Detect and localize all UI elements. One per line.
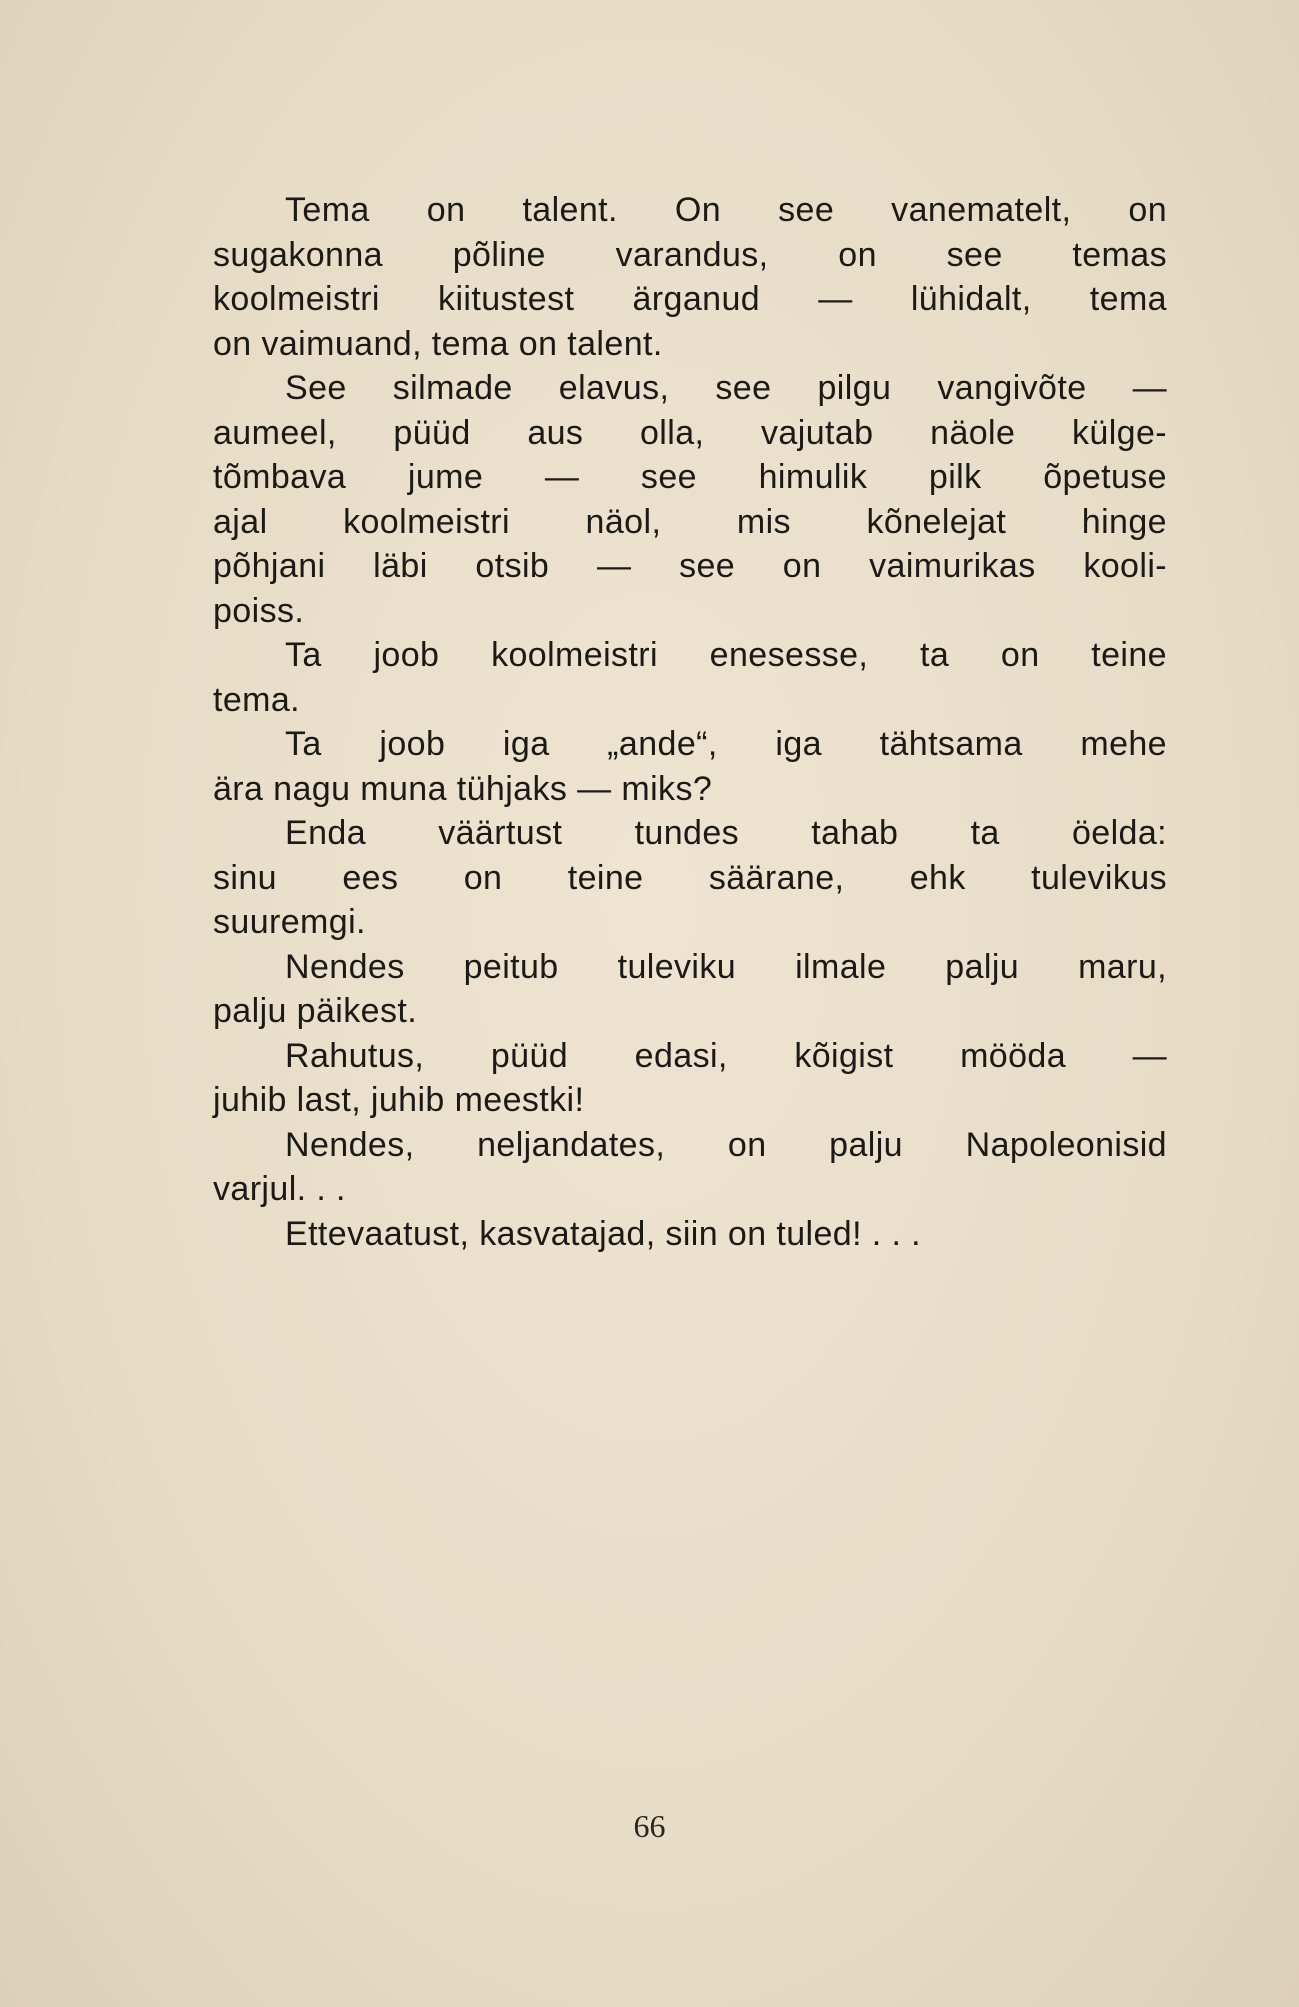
text-line: juhib last, juhib meestki! (213, 1081, 585, 1119)
text-line: sinu ees on teine säärane, ehk tulevikus (213, 858, 1167, 897)
text-line: varjul. . . (213, 1170, 346, 1208)
text-line: Ettevaatust, kasvatajad, siin on tuled! . . . (285, 1214, 922, 1253)
text-line: tema. (213, 680, 301, 719)
text-line: on vaimuand, tema on talent. (213, 324, 663, 363)
text-line: Ta joob iga „ande“, iga tähtsama mehe (285, 725, 1167, 763)
text-line: koolmeistri kiitustest ärganud — lühidalt, tema (213, 280, 1167, 318)
text-line: ajal koolmeistri näol, mis kõnelejat hinge (213, 502, 1167, 541)
text-line: suuremgi. (213, 903, 366, 941)
text-line: Nendes, neljandates, on palju Napoleonisid (285, 1125, 1167, 1164)
text-line: põhjani läbi otsib — see on vaimurikas kooli- (213, 547, 1167, 585)
text-line: Nendes peitub tuleviku ilmale palju maru, (285, 947, 1167, 986)
page-number: 66 (633, 1808, 666, 1844)
text-line: Enda väärtust tundes tahab ta öelda: (285, 814, 1167, 852)
text-line: Ta joob koolmeistri enesesse, ta on teine (285, 636, 1167, 674)
text-line: See silmade elavus, see pilgu vangivõte — (285, 369, 1167, 407)
text-line: Tema on talent. On see vanematelt, on (285, 191, 1167, 229)
text-line: ära nagu muna tühjaks — miks? (213, 769, 713, 808)
body-text (213, 188, 1167, 1256)
text-line: Rahutus, püüd edasi, kõigist mööda — (285, 1036, 1167, 1075)
text-line: tõmbava jume — see himulik pilk õpetuse (213, 458, 1167, 496)
text-line: sugakonna põline varandus, on see temas (213, 235, 1167, 274)
text-line: aumeel, püüd aus olla, vajutab näole külge- (213, 413, 1167, 452)
text-line: poiss. (213, 591, 305, 630)
text-line: palju päikest. (213, 992, 418, 1030)
